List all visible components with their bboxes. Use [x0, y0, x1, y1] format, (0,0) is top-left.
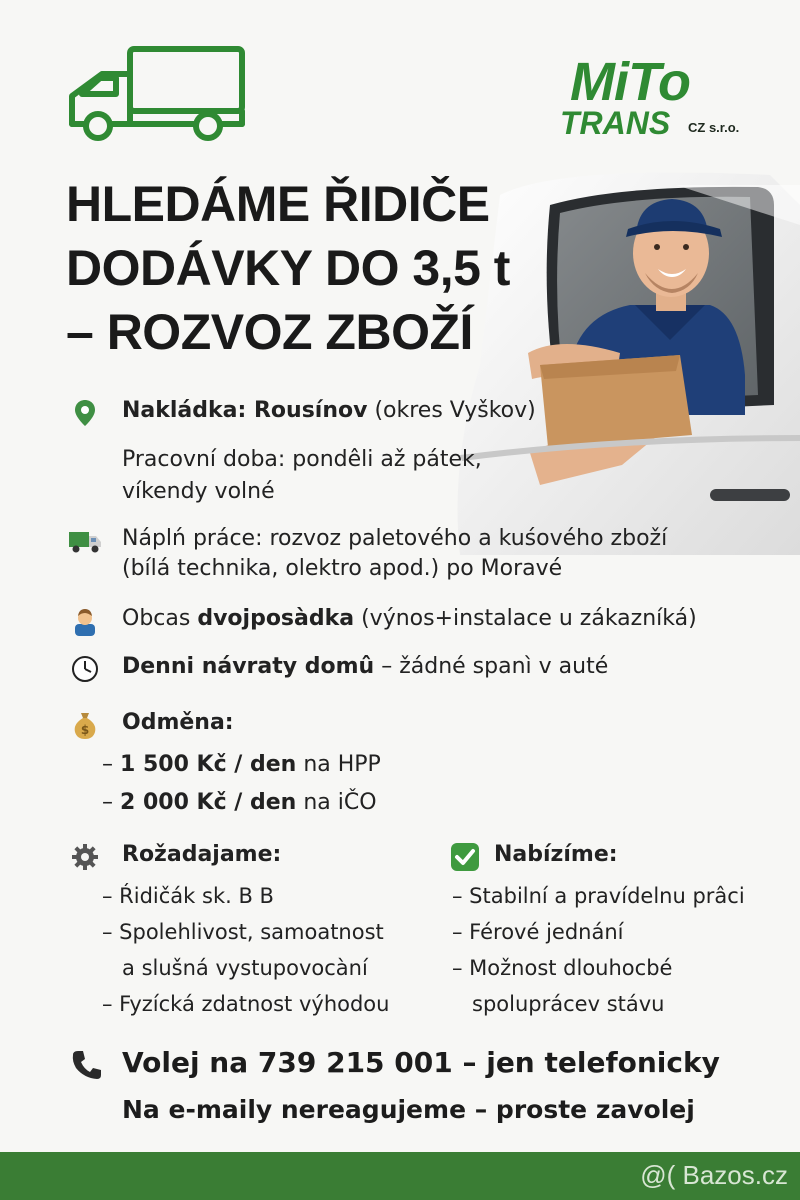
offer-item: – Stabilní a pravídelnu prâci [452, 884, 745, 908]
requirement-item: – Ŕidičák sk. B B [102, 884, 274, 908]
headline-line-3: – ROZVOZ ZBOŽÍ [66, 304, 473, 360]
requirements-list [102, 878, 389, 1022]
contact-email-note: Na e-maily nereagujeme – proste zavolej [122, 1095, 695, 1124]
contact-phone-line[interactable]: Volej na 739 215 001 – jen telefonicky [122, 1046, 720, 1079]
working-hours-line-2: víkendy volné [122, 479, 275, 504]
offers-title: Nabízíme: [494, 842, 618, 867]
footer-band [0, 1152, 800, 1200]
work-description-line-2: (bílá technika, olektro apod.) po Moravé [122, 556, 563, 581]
logo-mito-text: MiTo [570, 52, 690, 112]
working-hours [122, 444, 482, 508]
daily-returns-detail: – žádné spanì v auté [374, 654, 609, 679]
requirement-item: a slušná vystupovocàní [102, 956, 368, 980]
working-hours-line-1: Pracovní doba: pondêli až pátek, [122, 447, 482, 472]
offers-list [452, 878, 745, 1022]
location-detail: (okres Vyškov) [367, 398, 536, 423]
headline [66, 172, 586, 364]
gear-icon [70, 842, 100, 872]
daily-returns-bold: Denni návraty domû [122, 654, 375, 679]
logo-trans-text: TRANS [560, 105, 671, 141]
money-bag-icon [70, 710, 100, 740]
offer-item: spoluprácev stávu [452, 992, 665, 1016]
map-pin-icon [70, 398, 100, 428]
phone-icon [70, 1048, 104, 1082]
requirement-item: – Fyzícká zdatnost výhodou [102, 992, 390, 1016]
logo-suffix: CZ s.r.o. [688, 120, 740, 135]
location-label: Nakládka: [122, 398, 247, 423]
headline-line-2: DODÁVKY DO 3,5 t [66, 240, 510, 296]
truck-icon [64, 44, 248, 144]
reward-item-ico: – 2 000 Kč / den na iČO [102, 790, 377, 815]
location-place: Rousínov [246, 398, 368, 423]
worker-icon [70, 606, 100, 636]
clock-icon [70, 654, 100, 684]
requirement-item: – Spolehlivost, samoatnost [102, 920, 384, 944]
crew-detail: (výnos+instalace u zákazníká) [354, 606, 697, 631]
work-description-line-1: Náplń práce: rozvoz paletového a kuśového zboží [122, 526, 668, 551]
crew-bold: dvojposàdka [197, 606, 355, 631]
offer-item: – Férové jednání [452, 920, 624, 944]
requirements-title: Rožadajame: [122, 842, 282, 867]
company-logo [530, 54, 770, 154]
offer-item: – Možnost dlouhocbé [452, 956, 673, 980]
headline-line-1: HLEDÁME ŘIDIČE [66, 176, 490, 232]
reward-title: Odměna: [122, 710, 234, 735]
check-icon [450, 842, 480, 872]
reward-item-hpp: – 1 500 Kč / den na HPP [102, 752, 381, 777]
bazos-watermark: @( Bazos.cz [640, 1160, 788, 1190]
svg-text:$: $ [80, 723, 90, 737]
crew-prefix: Obcas [122, 606, 198, 631]
reward-list [102, 746, 381, 822]
delivery-truck-icon [68, 526, 102, 556]
